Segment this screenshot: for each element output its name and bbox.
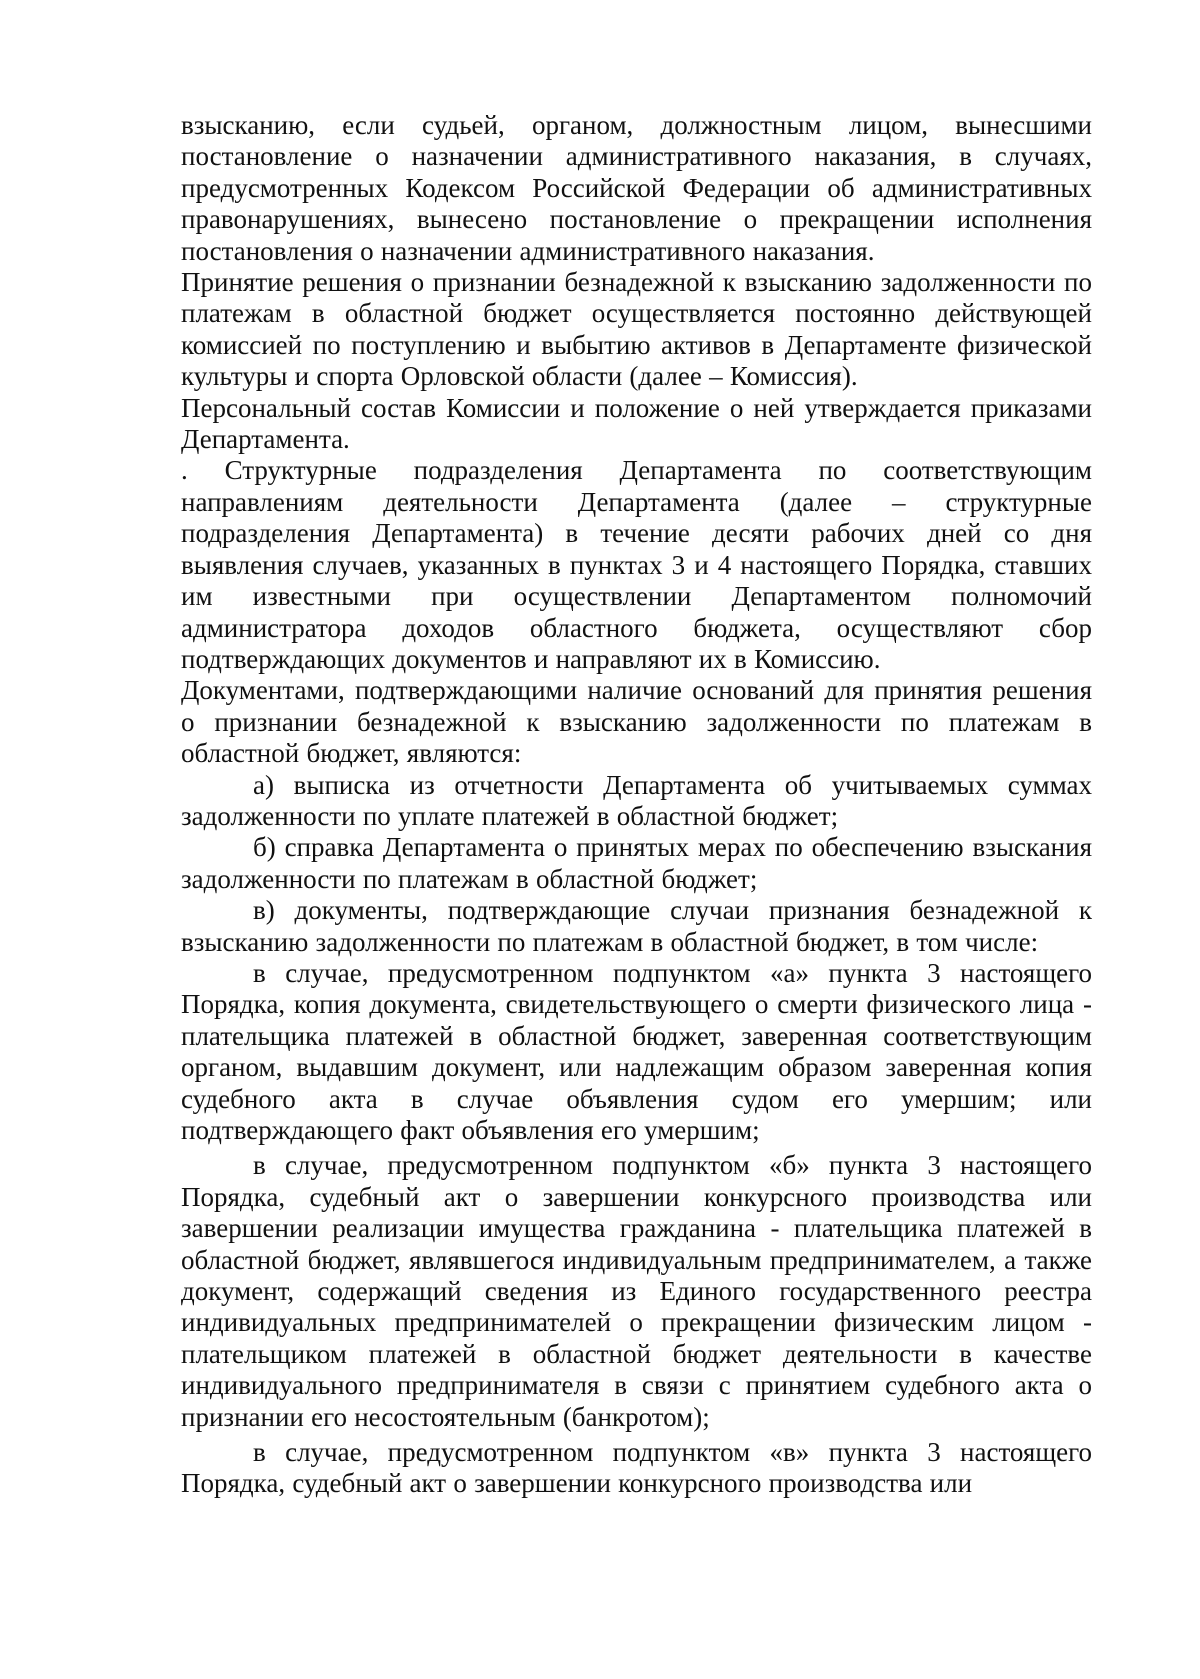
paragraph-commission-staff: Персональный состав Комиссии и положение о ней утверждается приказами Департамента. bbox=[181, 392, 1092, 455]
paragraph-cont-prev: взысканию, если судьей, органом, должностным лицом, вынесшими постановление о назначении административного наказания, в случаях, предусмотренных Кодексом Российской Федерации об административных правонарушениях, вынесено постановление о прекращении исполнения постановления о назначении административного наказания. bbox=[181, 110, 1092, 266]
paragraph-documents-list-intro: Документами, подтверждающими наличие оснований для принятия решения о признании безнадежной к взысканию задолженности по платежам в областной бюджет, являются: bbox=[181, 675, 1092, 769]
case-subpoint-b: в случае, предусмотренном подпунктом «б» пункта 3 настоящего Порядка, судебный акт о завершении конкурсного производства или завершении реализации имущества гражданина - плательщика платежей в областной бюджет, являвшегося индивидуальным предпринимателем, а также документ, содержащий сведения из Единого государственного реестра индивидуальных предпринимателей о прекращении физическим лицом - плательщиком платежей в областной бюджет деятельности в качестве индивидуального предпринимателя в связи с принятием судебного акта о признании его несостоятельным (банкротом); bbox=[181, 1150, 1092, 1432]
list-item-a: а) выписка из отчетности Департамента об учитываемых суммах задолженности по уплате платежей в областной бюджет; bbox=[181, 769, 1092, 831]
list-item-v: в) документы, подтверждающие случаи признания безнадежной к взысканию задолженности по платежам в областной бюджет, в том числе: bbox=[181, 895, 1092, 957]
paragraph-commission-decision: Принятие решения о признании безнадежной к взысканию задолженности по платежам в областной бюджет осуществляется постоянно действующей комиссией по поступлению и выбытию активов в Департаменте физической культуры и спорта Орловской области (далее – Комиссия). bbox=[181, 267, 1092, 392]
paragraph-structural-units: . Структурные подразделения Департамента по соответствующим направлениям деятельности Департамента (далее – структурные подразделения Департамента) в течение десяти рабочих дней со дня выявления случаев, указанных в пунктах 3 и 4 настоящего Порядка, ставших им известными при осуществлении Департаментом полномочий администратора доходов областного бюджета, осуществляют сбор подтверждающих документов и направляют их в Комиссию. bbox=[181, 455, 1092, 674]
case-subpoint-a: в случае, предусмотренном подпунктом «а» пункта 3 настоящего Порядка, копия документа, свидетельствующего о смерти физического лица - плательщика платежей в областной бюджет, заверенная соответствующим органом, выдавшим документ, или надлежащим образом заверенная копия судебного акта в случае объявления судом его умершим; или подтверждающего факт объявления его умершим; bbox=[181, 957, 1092, 1145]
list-item-b: б) справка Департамента о принятых мерах по обеспечению взыскания задолженности по платежам в областной бюджет; bbox=[181, 832, 1092, 894]
case-subpoint-v: в случае, предусмотренном подпунктом «в» пункта 3 настоящего Порядка, судебный акт о завершении конкурсного производства или bbox=[181, 1437, 1092, 1499]
document-body bbox=[181, 110, 1092, 1500]
